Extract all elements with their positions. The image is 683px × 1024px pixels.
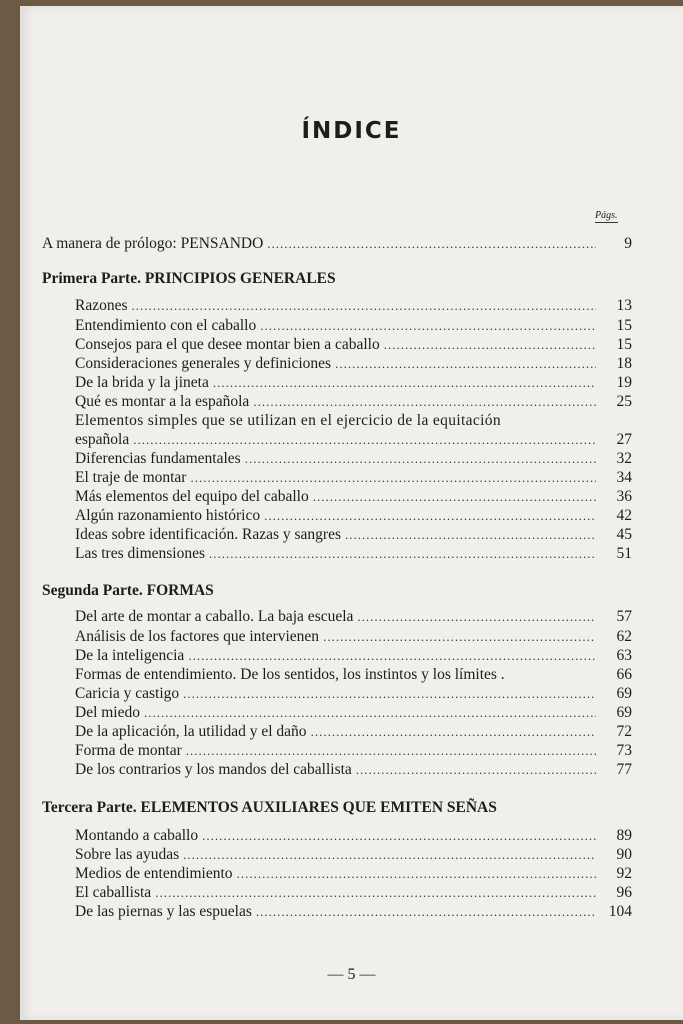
toc-entry[interactable] <box>75 487 632 507</box>
toc-entry[interactable] <box>75 646 632 666</box>
leader-dots <box>132 296 596 316</box>
page-title: ÍNDICE <box>301 118 402 144</box>
leader-dots <box>237 864 596 884</box>
toc-entry-text: Algún razonamiento histórico <box>75 507 261 524</box>
toc-entry-page: 104 <box>608 903 632 920</box>
toc-entry[interactable] <box>75 430 632 450</box>
toc-entry-page: 69 <box>616 704 632 721</box>
toc-entry-page: 45 <box>616 526 632 543</box>
toc-entry-page: 15 <box>616 336 632 353</box>
leader-dots <box>253 392 596 412</box>
leader-dots <box>183 684 596 704</box>
toc-entry-page: 36 <box>616 488 632 505</box>
leader-dots <box>202 826 596 846</box>
toc-entry-page: 90 <box>616 846 632 863</box>
toc-entry-text: Diferencias fundamentales <box>75 450 241 467</box>
toc-entry-text: Elementos simples que se utilizan en el ejercicio de la equitación <box>75 412 501 429</box>
toc-entry-text: Entendimiento con el caballo <box>75 317 257 334</box>
toc-entry-page: 69 <box>616 685 632 702</box>
toc-entry-text: Qué es montar a la española <box>75 393 250 410</box>
leader-dots <box>267 234 596 254</box>
toc-entry[interactable] <box>75 684 632 704</box>
toc-entry[interactable] <box>75 883 632 903</box>
toc-entry-text: Razones <box>75 297 128 314</box>
toc-entry[interactable] <box>75 449 632 469</box>
part-heading: Tercera Parte. ELEMENTOS AUXILIARES QUE EMITEN SEÑAS <box>42 799 497 816</box>
toc-entry-text: El caballista <box>75 884 152 901</box>
toc-entry[interactable] <box>75 544 632 564</box>
toc-entry-page: 63 <box>616 647 632 664</box>
toc-entry-page: 77 <box>616 761 632 778</box>
toc-entry-page: 72 <box>616 723 632 740</box>
leader-dots <box>356 760 596 780</box>
toc-entry[interactable] <box>75 722 632 742</box>
toc-entry-text: Caricia y castigo <box>75 685 180 702</box>
part-heading: Primera Parte. PRINCIPIOS GENERALES <box>42 270 336 287</box>
toc-entry[interactable] <box>75 845 632 865</box>
toc-entry-page: 42 <box>616 507 632 524</box>
toc-entry-text: De los contrarios y los mandos del caballista <box>75 761 352 778</box>
leader-dots <box>335 354 596 374</box>
toc-entry-text: Las tres dimensiones <box>75 545 206 562</box>
toc-entry[interactable] <box>75 296 632 316</box>
toc-entry-text: De la brida y la jineta <box>75 374 209 391</box>
leader-dots <box>323 627 596 647</box>
toc-entry-text: Formas de entendimiento. De los sentidos, los instintos y los límites . <box>75 666 505 683</box>
toc-entry[interactable] <box>75 607 632 627</box>
toc-entry-text: Del miedo <box>75 704 140 721</box>
leader-dots <box>213 373 596 393</box>
toc-entry-page: 73 <box>616 742 632 759</box>
toc-entry-text: Medios de entendimiento <box>75 865 233 882</box>
toc-entry-page: 89 <box>616 827 632 844</box>
leader-dots <box>155 883 596 903</box>
part-heading: Segunda Parte. FORMAS <box>42 582 214 599</box>
toc-entry-text: Del arte de montar a caballo. La baja escuela <box>75 608 354 625</box>
toc-entry-text: Sobre las ayudas <box>75 846 180 863</box>
toc-entry-text: Análisis de los factores que intervienen <box>75 628 320 645</box>
leader-dots <box>144 703 596 723</box>
toc-entry-text: española <box>75 431 130 448</box>
toc-entry[interactable] <box>75 354 632 374</box>
toc-entry[interactable] <box>75 525 632 545</box>
toc-entry-page: 66 <box>616 666 632 683</box>
toc-entry-page: 15 <box>616 317 632 334</box>
book-page <box>20 6 683 1020</box>
toc-entry[interactable] <box>75 703 632 723</box>
toc-entry[interactable] <box>75 316 632 336</box>
toc-entry-page: 32 <box>616 450 632 467</box>
toc-entry-page: 34 <box>616 469 632 486</box>
leader-dots <box>357 607 596 627</box>
toc-entry[interactable] <box>75 506 632 526</box>
toc-entry-text: A manera de prólogo: PENSANDO <box>42 235 264 252</box>
toc-entry[interactable] <box>75 741 632 761</box>
pages-column-label: Págs. <box>595 210 618 221</box>
leader-dots <box>133 430 596 450</box>
toc-entry-text: Montando a caballo <box>75 827 199 844</box>
toc-entry-prologue[interactable] <box>42 234 632 254</box>
leader-dots <box>260 316 596 336</box>
toc-entry-page: 19 <box>616 374 632 391</box>
toc-entry-text: De las piernas y las espuelas <box>75 903 252 920</box>
toc-entry-page: 57 <box>616 608 632 625</box>
toc-entry[interactable] <box>75 826 632 846</box>
toc-entry[interactable] <box>75 627 632 647</box>
toc-entry[interactable] <box>75 665 632 685</box>
toc-entry-page: 96 <box>616 884 632 901</box>
leader-dots <box>188 646 596 666</box>
toc-entry-text: El traje de montar <box>75 469 187 486</box>
leader-dots <box>209 544 596 564</box>
toc-entry-text: De la inteligencia <box>75 647 185 664</box>
toc-entry-page: 27 <box>616 431 632 448</box>
leader-dots <box>311 722 596 742</box>
toc-entry-text: Consideraciones generales y definiciones <box>75 355 332 372</box>
toc-entry-text: Más elementos del equipo del caballo <box>75 488 309 505</box>
toc-entry-text: Ideas sobre identificación. Razas y sangres <box>75 526 341 543</box>
toc-entry[interactable] <box>75 760 632 780</box>
leader-dots <box>264 506 596 526</box>
toc-entry[interactable] <box>75 468 632 488</box>
toc-entry-page: 92 <box>616 865 632 882</box>
toc-entry[interactable] <box>75 373 632 393</box>
leader-dots <box>186 741 596 761</box>
toc-entry[interactable] <box>75 902 632 922</box>
toc-entry-page: 13 <box>616 297 632 314</box>
toc-entry-text: Consejos para el que desee montar bien a caballo <box>75 336 380 353</box>
leader-dots <box>345 525 596 545</box>
toc-entry-page: 62 <box>616 628 632 645</box>
leader-dots <box>384 335 596 355</box>
leader-dots <box>245 449 596 469</box>
leader-dots <box>190 468 596 488</box>
toc-entry-text: De la aplicación, la utilidad y el daño <box>75 723 307 740</box>
toc-entry-page: 25 <box>616 393 632 410</box>
leader-dots <box>256 902 596 922</box>
toc-entry[interactable] <box>75 411 632 431</box>
toc-entry[interactable] <box>75 864 632 884</box>
toc-entry-page: 51 <box>616 545 632 562</box>
toc-entry[interactable] <box>75 392 632 412</box>
page-number: — 5 — <box>327 966 376 983</box>
toc-entry[interactable] <box>75 335 632 355</box>
leader-dots <box>313 487 596 507</box>
toc-entry-page: 9 <box>624 235 632 252</box>
leader-dots <box>183 845 596 865</box>
toc-entry-page: 18 <box>616 355 632 372</box>
toc-entry-text: Forma de montar <box>75 742 182 759</box>
